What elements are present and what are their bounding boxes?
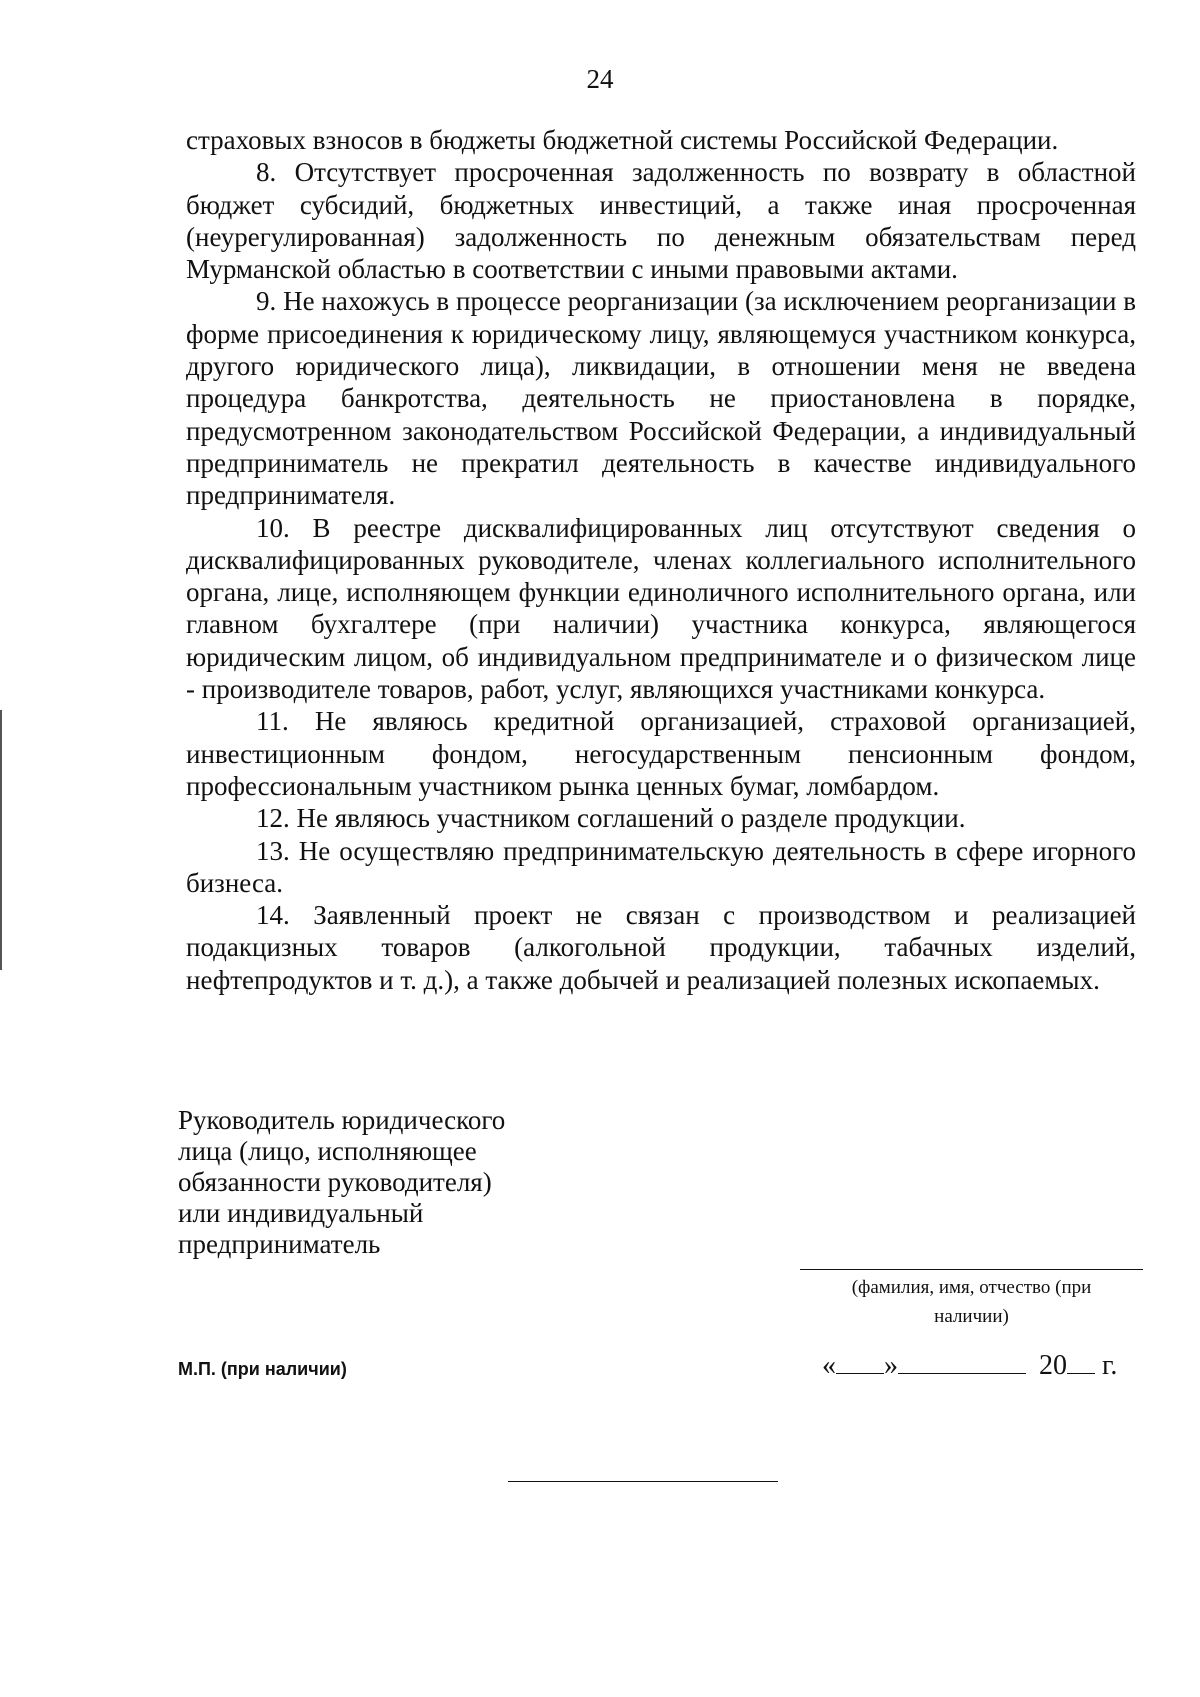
signatory-title-line: предприниматель — [178, 1229, 381, 1259]
year-blank — [1067, 1351, 1095, 1374]
name-caption-line: (фамилия, имя, отчество (при — [851, 1277, 1092, 1298]
paragraph-item-8: 8. Отсутствует просроченная задолженность по возврату в областной бюджет субсидий, бюджетных инвестиций, а также иная просроченная (неурегулированная) задолженность по денежным обязательствам перед Мурманской областью в соответствии с иными правовыми актами. — [186, 157, 1136, 285]
stamp-label: М.П. (при наличии) — [178, 1359, 347, 1379]
name-signature-line — [800, 1269, 1143, 1270]
day-blank — [836, 1351, 884, 1374]
signatory-title-line: или индивидуальный — [178, 1198, 424, 1228]
closing-rule — [508, 1481, 778, 1482]
paragraph-continuation: страховых взносов в бюджеты бюджетной системы Российской Федерации. — [186, 125, 1059, 155]
date-open-quote: « — [822, 1350, 836, 1381]
document-body — [186, 124, 1136, 996]
scan-margin-mark — [0, 710, 2, 970]
paragraph-item-14: 14. Заявленный проект не связан с производством и реализацией подакцизных товаров (алкогольной продукции, табачных изделий, нефтепродуктов и т. д.), а также добычей и реализацией полезных ископаемых. — [186, 900, 1136, 995]
paragraph-item-9: 9. Не нахожусь в процессе реорганизации (за исключением реорганизации в форме присоединения к юридическому лицу, являющемуся участником конкурса, другого юридического лица), ликвидации, в отношении меня не введена процедура банкротства, деятельность не приостановлена в порядке, предусмотренном законодательством Российской Федерации, а индивидуальный предприниматель не прекратил деятельность в качестве индивидуального предпринимателя. — [186, 286, 1136, 511]
month-blank — [898, 1351, 1026, 1374]
year-prefix: 20 — [1039, 1350, 1067, 1381]
date-close-quote: » — [884, 1350, 898, 1381]
signatory-title-line: лица (лицо, исполняющее — [178, 1136, 477, 1166]
paragraph-item-12: 12. Не являюсь участником соглашений о разделе продукции. — [256, 803, 966, 834]
date-field — [822, 1350, 1117, 1382]
signatory-title-line: Руководитель юридического — [178, 1105, 506, 1135]
paragraph-item-10: 10. В реестре дисквалифицированных лиц отсутствуют сведения о дисквалифицированных руководителе, членах коллегиального исполнительного органа, лице, исполняющем функции единоличного исполнительного органа, или главном бухгалтере (при наличии) участника конкурса, являющегося юридическим лицом, об индивидуальном предпринимателе и о физическом лице - производителе товаров, работ, услуг, являющихся участниками конкурса. — [186, 512, 1136, 705]
signatory-title — [178, 1105, 598, 1260]
year-suffix: г. — [1102, 1350, 1118, 1381]
page-number: 24 — [586, 64, 614, 94]
paragraph-item-11: 11. Не являюсь кредитной организацией, страховой организацией, инвестиционным фондом, негосударственным пенсионным фондом, профессиональным участником рынка ценных бумаг, ломбардом. — [186, 706, 1136, 801]
signatory-title-line: обязанности руководителя) — [178, 1167, 492, 1197]
name-caption — [800, 1273, 1143, 1331]
name-caption-line: наличии) — [934, 1306, 1009, 1327]
paragraph-item-13: 13. Не осуществляю предпринимательскую деятельность в сфере игорного бизнеса. — [186, 835, 1136, 898]
